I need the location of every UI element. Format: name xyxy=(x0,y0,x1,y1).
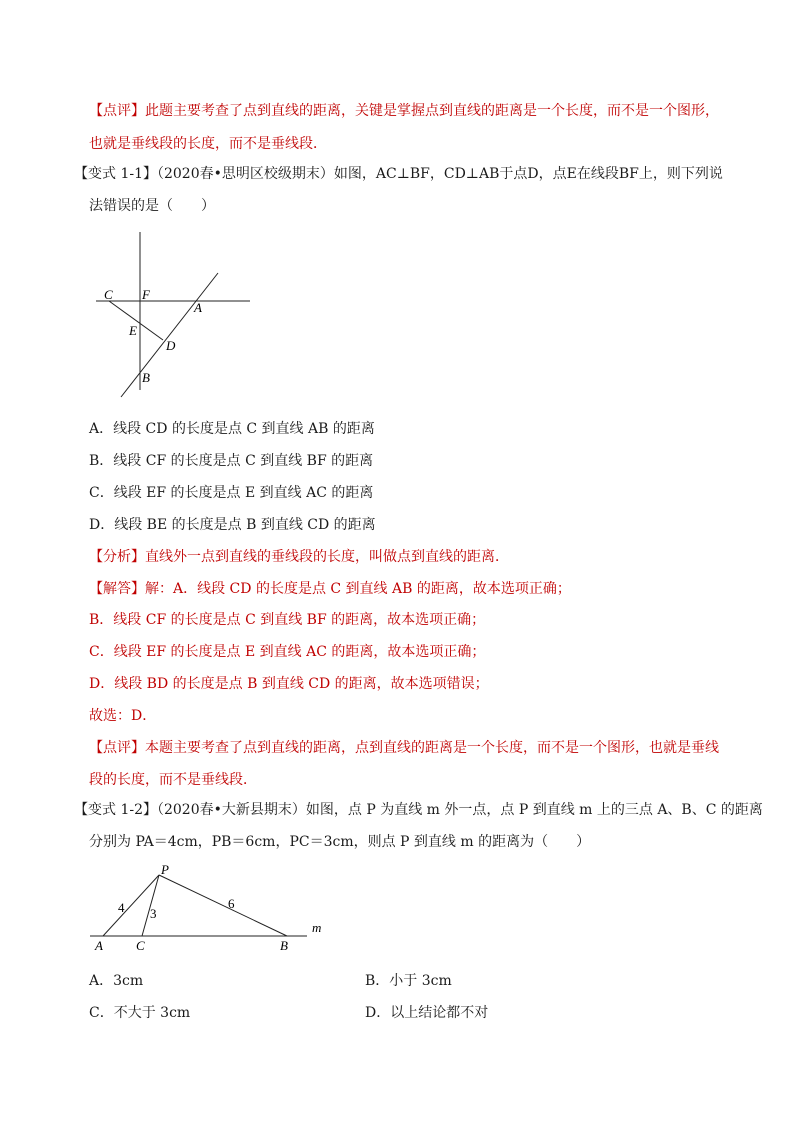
figure-2 xyxy=(85,862,335,957)
option-a: A．线段 CD 的长度是点 C 到直线 AB 的距离 xyxy=(89,421,375,437)
label-e: E xyxy=(129,323,137,338)
label-a: A xyxy=(95,938,103,953)
label-m: m xyxy=(312,920,322,935)
option-2-b: B．小于 3cm xyxy=(365,973,452,989)
length-pb: 6 xyxy=(228,896,235,911)
label-c: C xyxy=(104,287,113,302)
solution-line-4: D．线段 BD 的长度是点 B 到直线 CD 的距离，故本选项错误； xyxy=(89,676,489,692)
solution-line-3: C．线段 EF 的长度是点 E 到直线 AC 的距离，故本选项正确； xyxy=(89,644,486,660)
solution-line-1: 【解答】解：A．线段 CD 的长度是点 C 到直线 AB 的距离，故本选项正确； xyxy=(89,581,571,597)
label-a: A xyxy=(194,300,202,315)
label-d: D xyxy=(166,338,176,353)
label-c: C xyxy=(136,938,145,953)
option-2-c: C．不大于 3cm xyxy=(89,1005,191,1021)
solution-line-5: 故选：D． xyxy=(89,708,157,724)
question-1-2-line-2: 分别为 PA＝4cm，PB＝6cm，PC＝3cm，则点 P 到直线 m 的距离为（ ） xyxy=(89,834,591,850)
label-f: F xyxy=(142,287,150,302)
comment-line-2: 也就是垂线段的长度，而不是垂线段． xyxy=(89,136,327,152)
segment-pb xyxy=(159,875,287,936)
analysis: 【分析】直线外一点到直线的垂线段的长度，叫做点到直线的距离． xyxy=(89,549,509,565)
question-1-1-line-2: 法错误的是（ ） xyxy=(89,198,215,214)
option-c: C．线段 EF 的长度是点 E 到直线 AC 的距离 xyxy=(89,485,374,501)
question-1-1-line-1: 【变式 1-1】（2020春•思明区校级期末）如图，AC⊥BF，CD⊥AB于点D，点E在线段BF上，则下列说 xyxy=(74,166,723,182)
length-pa: 4 xyxy=(118,900,125,915)
option-b: B．线段 CF 的长度是点 C 到直线 BF 的距离 xyxy=(89,453,374,469)
comment-1-1-line-2: 段的长度，而不是垂线段． xyxy=(89,772,257,788)
option-d: D．线段 BE 的长度是点 B 到直线 CD 的距离 xyxy=(89,517,376,533)
option-2-a: A．3cm xyxy=(89,973,144,989)
label-b: B xyxy=(280,938,288,953)
comment-line-1: 【点评】此题主要考查了点到直线的距离，关键是掌握点到直线的距离是一个长度，而不是一个图形， xyxy=(89,103,719,119)
length-pc: 3 xyxy=(150,906,157,921)
solution-line-2: B．线段 CF 的长度是点 C 到直线 BF 的距离，故本选项正确； xyxy=(89,612,486,628)
label-p: P xyxy=(161,862,169,877)
option-2-d: D．以上结论都不对 xyxy=(365,1005,489,1021)
label-b: B xyxy=(142,370,150,385)
question-1-2-line-1: 【变式 1-2】（2020春•大新县期末）如图，点 P 为直线 m 外一点，点 P 到直线 m 上的三点 A、B、C 的距离 xyxy=(74,802,763,818)
comment-1-1-line-1: 【点评】本题主要考查了点到直线的距离，点到直线的距离是一个长度，而不是一个图形，也就是垂线 xyxy=(89,740,719,756)
figure-1 xyxy=(88,225,268,405)
